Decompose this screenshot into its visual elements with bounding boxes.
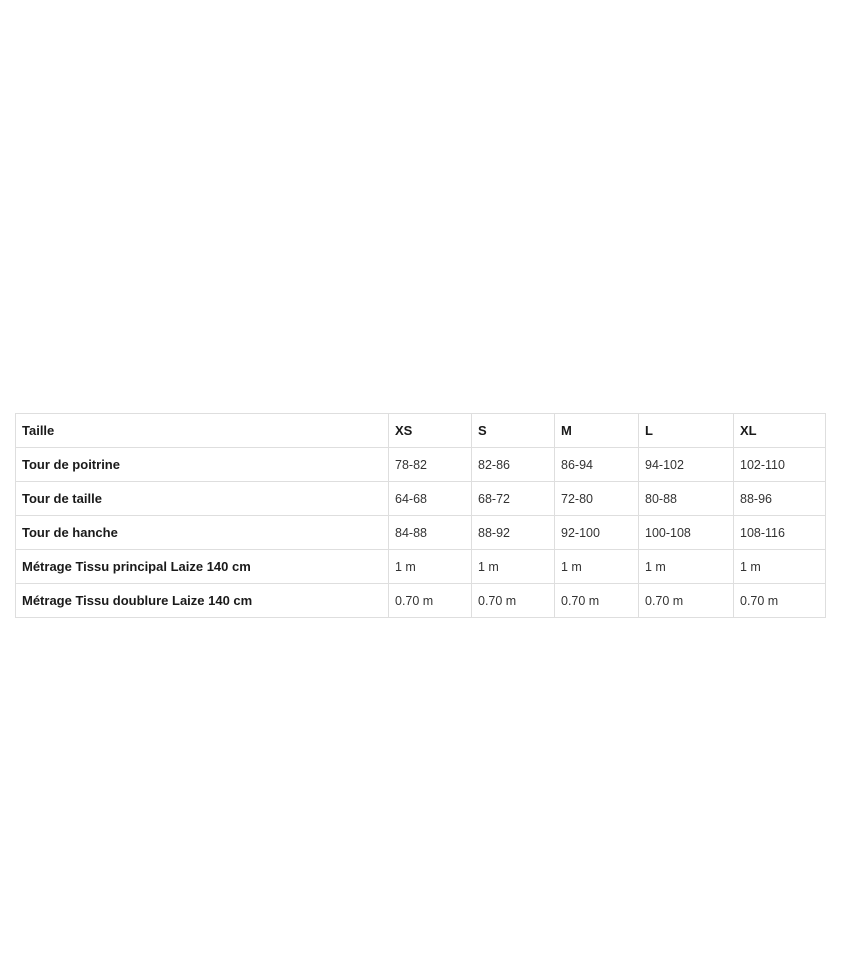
- size-header-l: L: [639, 414, 734, 448]
- table-cell: 1 m: [734, 550, 826, 584]
- table-row: [16, 584, 826, 618]
- table-header-row: [16, 414, 826, 448]
- table-cell: 72-80: [555, 482, 639, 516]
- row-label-lining-fabric: Métrage Tissu doublure Laize 140 cm: [16, 584, 389, 618]
- row-label-main-fabric: Métrage Tissu principal Laize 140 cm: [16, 550, 389, 584]
- table-cell: 0.70 m: [472, 584, 555, 618]
- table-cell: 102-110: [734, 448, 826, 482]
- table-cell: 84-88: [389, 516, 472, 550]
- table-cell: 1 m: [639, 550, 734, 584]
- size-chart-table: [15, 413, 826, 618]
- table-row: [16, 550, 826, 584]
- table-cell: 86-94: [555, 448, 639, 482]
- size-header-s: S: [472, 414, 555, 448]
- table-cell: 0.70 m: [639, 584, 734, 618]
- row-label-bust: Tour de poitrine: [16, 448, 389, 482]
- table-cell: 78-82: [389, 448, 472, 482]
- size-header-xl: XL: [734, 414, 826, 448]
- table-cell: 82-86: [472, 448, 555, 482]
- row-label-waist: Tour de taille: [16, 482, 389, 516]
- table-cell: 108-116: [734, 516, 826, 550]
- table-cell: 80-88: [639, 482, 734, 516]
- table-row: [16, 482, 826, 516]
- table-cell: 88-96: [734, 482, 826, 516]
- table-cell: 92-100: [555, 516, 639, 550]
- table-cell: 94-102: [639, 448, 734, 482]
- table-cell: 64-68: [389, 482, 472, 516]
- table-cell: 68-72: [472, 482, 555, 516]
- size-header-xs: XS: [389, 414, 472, 448]
- table-cell: 0.70 m: [389, 584, 472, 618]
- table-cell: 100-108: [639, 516, 734, 550]
- table-cell: 0.70 m: [555, 584, 639, 618]
- table-cell: 0.70 m: [734, 584, 826, 618]
- table-row: [16, 448, 826, 482]
- row-label-hip: Tour de hanche: [16, 516, 389, 550]
- table-cell: 1 m: [472, 550, 555, 584]
- table-cell: 1 m: [389, 550, 472, 584]
- table-row: [16, 516, 826, 550]
- table-cell: 88-92: [472, 516, 555, 550]
- header-label-cell: Taille: [16, 414, 389, 448]
- size-header-m: M: [555, 414, 639, 448]
- table-cell: 1 m: [555, 550, 639, 584]
